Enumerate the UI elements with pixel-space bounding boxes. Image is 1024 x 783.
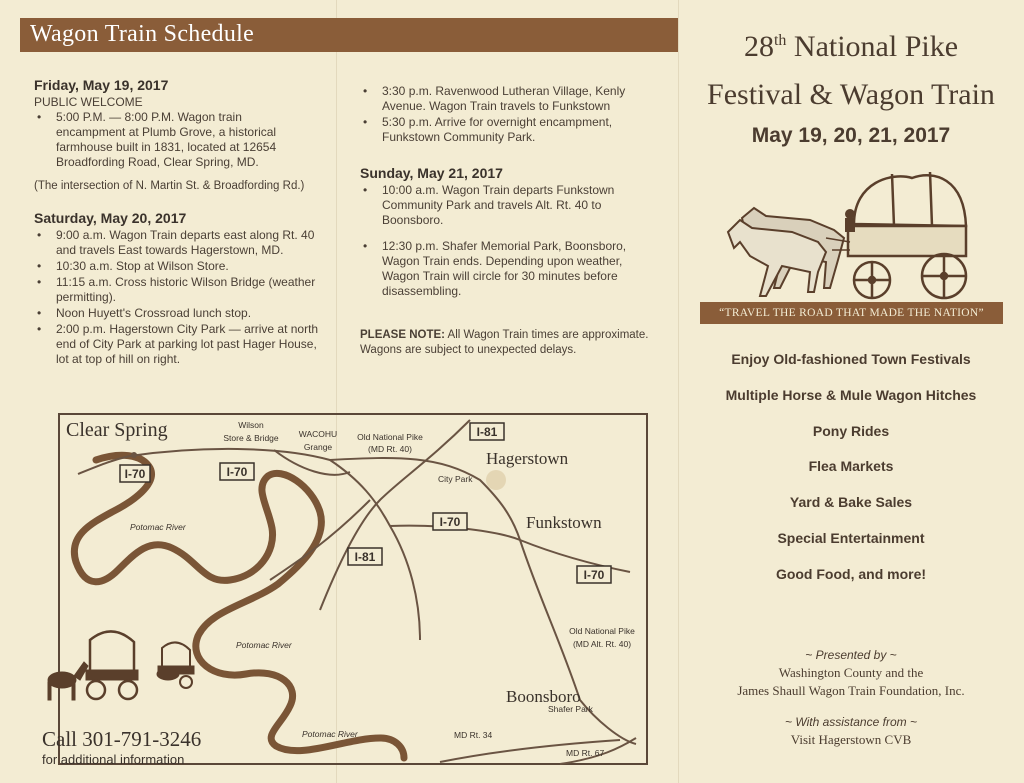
presenter-line-2: James Shaull Wagon Train Foundation, Inc. xyxy=(737,683,965,698)
map-i81-shield-2 xyxy=(348,548,382,565)
saturday-section xyxy=(34,211,324,368)
feature-6: Special Entertainment xyxy=(777,530,925,546)
map-i70-1: I-70 xyxy=(124,467,146,481)
map-i81-shield-1 xyxy=(470,423,504,440)
friday-section xyxy=(34,78,324,171)
schedule-title: Wagon Train Schedule xyxy=(30,21,255,47)
map-i81-2: I-81 xyxy=(354,550,376,564)
map-potomac-3: Potomac River xyxy=(302,729,358,739)
map-wacohu-1: WACOHU xyxy=(298,429,338,439)
map-funkstown: Funkstown xyxy=(526,513,602,532)
feature-2: Multiple Horse & Mule Wagon Hitches xyxy=(725,387,977,403)
map-i70-shield-4 xyxy=(577,566,611,583)
covered-wagon-illustration xyxy=(722,168,972,308)
public-welcome: PUBLIC WELCOME xyxy=(34,95,143,109)
feature-3: Pony Rides xyxy=(812,423,890,439)
sunday-item-1: • 10:00 a.m. Wagon Train departs Funkstown Community Park and travels Alt. Rt. 40 to Boonsboro. xyxy=(382,183,660,228)
please-note xyxy=(360,328,665,358)
presenter-line-1: Washington County and the xyxy=(778,665,924,680)
please-note-text: All Wagon Train times are approximate. Wagons are subject to unexpected delays. xyxy=(360,329,649,356)
map-shafer-park: Shafer Park xyxy=(548,704,593,714)
map-i70-3: I-70 xyxy=(439,515,461,529)
feature-7: Good Food, and more! xyxy=(775,566,927,582)
cover-dates: May 19, 20, 21, 2017 xyxy=(751,124,951,147)
clear-spring-marker xyxy=(131,452,137,458)
map-wilson-2: Store & Bridge xyxy=(223,433,279,443)
map-wacohu-2: Grange xyxy=(303,442,333,452)
call-phone: Call 301-791-3246 xyxy=(42,727,202,751)
sunday-section xyxy=(360,166,660,300)
friday-item-1: • 5:00 P.M. — 8:00 P.M. Wagon train encampment at Plumb Grove, a historical farmhouse built in 1831, located at 12654 Broadfording Road, Clear Spring, MD. xyxy=(56,110,324,170)
please-note-label: PLEASE NOTE: xyxy=(360,329,445,341)
map-potomac-1: Potomac River xyxy=(130,522,186,532)
feature-4: Flea Markets xyxy=(808,458,894,474)
map-old-pike-alt-1: Old National Pike xyxy=(569,626,635,636)
assistance-name: Visit Hagerstown CVB xyxy=(790,732,912,747)
potomac-river-line xyxy=(74,455,404,758)
map-wagon-illustration xyxy=(48,631,194,700)
cover-title-line-2: Festival & Wagon Train xyxy=(707,78,995,111)
sunday-heading: Sunday, May 21, 2017 xyxy=(360,165,503,181)
map-i70-4: I-70 xyxy=(583,568,605,582)
map-old-pike-1: Old National Pike xyxy=(357,432,423,442)
map-old-pike-alt-2: (MD Alt. Rt. 40) xyxy=(572,639,632,649)
saturday-item-2: • 10:30 a.m. Stop at Wilson Store. xyxy=(56,259,324,274)
map-md67: MD Rt. 67 xyxy=(566,748,605,758)
cover-title-line-1 xyxy=(678,30,1024,64)
saturday-item-1: • 9:00 a.m. Wagon Train departs east along Rt. 40 and travels East towards Hagerstown, MD. xyxy=(56,228,324,258)
cover-title-superscript: th xyxy=(773,32,787,49)
map-i70-shield-2 xyxy=(220,463,254,480)
saturday-item-5: • 2:00 p.m. Hagerstown City Park — arrive at north end of City Park at parking lot past Hager House, lot at top of hill on right. xyxy=(56,322,324,367)
sunday-item-2: • 12:30 p.m. Shafer Memorial Park, Boonsboro, Wagon Train ends. Depending upon weather, Wagon Train will circle for 30 minutes before disassembling. xyxy=(382,239,660,299)
route-map xyxy=(0,400,678,783)
map-md34: MD Rt. 34 xyxy=(454,730,493,740)
map-i70-shield-1 xyxy=(120,465,150,482)
friday-heading: Friday, May 19, 2017 xyxy=(34,77,169,93)
presented-by: ~ Presented by ~ xyxy=(805,648,897,662)
saturday-heading: Saturday, May 20, 2017 xyxy=(34,210,187,226)
cover-title-rest: National Pike xyxy=(786,30,959,63)
map-potomac-2: Potomac River xyxy=(236,640,292,650)
map-i70-shield-3 xyxy=(433,513,467,530)
saturday-continued xyxy=(360,84,660,146)
map-old-pike-2: (MD Rt. 40) xyxy=(368,444,412,454)
friday-note: (The intersection of N. Martin St. & Broadfording Rd.) xyxy=(34,180,305,192)
map-city-park: City Park xyxy=(438,474,473,484)
cover-slogan: “TRAVEL THE ROAD THAT MADE THE NATION” xyxy=(700,302,1003,324)
feature-5: Yard & Bake Sales xyxy=(789,494,913,510)
city-park-marker xyxy=(486,470,506,490)
saturday-item-7: • 5:30 p.m. Arrive for overnight encampment, Funkstown Community Park. xyxy=(382,115,660,145)
saturday-item-3: • 11:15 a.m. Cross historic Wilson Bridge (weather permitting). xyxy=(56,275,324,305)
saturday-item-4: • Noon Huyett's Crossroad lunch stop. xyxy=(56,306,324,321)
cover-title-number: 28 xyxy=(743,30,774,63)
map-i81-1: I-81 xyxy=(476,425,498,439)
map-i70-2: I-70 xyxy=(226,465,248,479)
map-clear-spring: Clear Spring xyxy=(66,419,168,441)
feature-1: Enjoy Old-fashioned Town Festivals xyxy=(731,351,971,367)
saturday-item-6: • 3:30 p.m. Ravenwood Lutheran Village, Kenly Avenue. Wagon Train travels to Funkstown xyxy=(382,84,660,114)
call-info: for additional information xyxy=(42,752,185,767)
map-boonsboro: Boonsboro xyxy=(506,687,581,706)
map-wilson-1: Wilson xyxy=(238,420,264,430)
assistance-label: ~ With assistance from ~ xyxy=(785,715,917,729)
map-hagerstown: Hagerstown xyxy=(486,449,569,468)
